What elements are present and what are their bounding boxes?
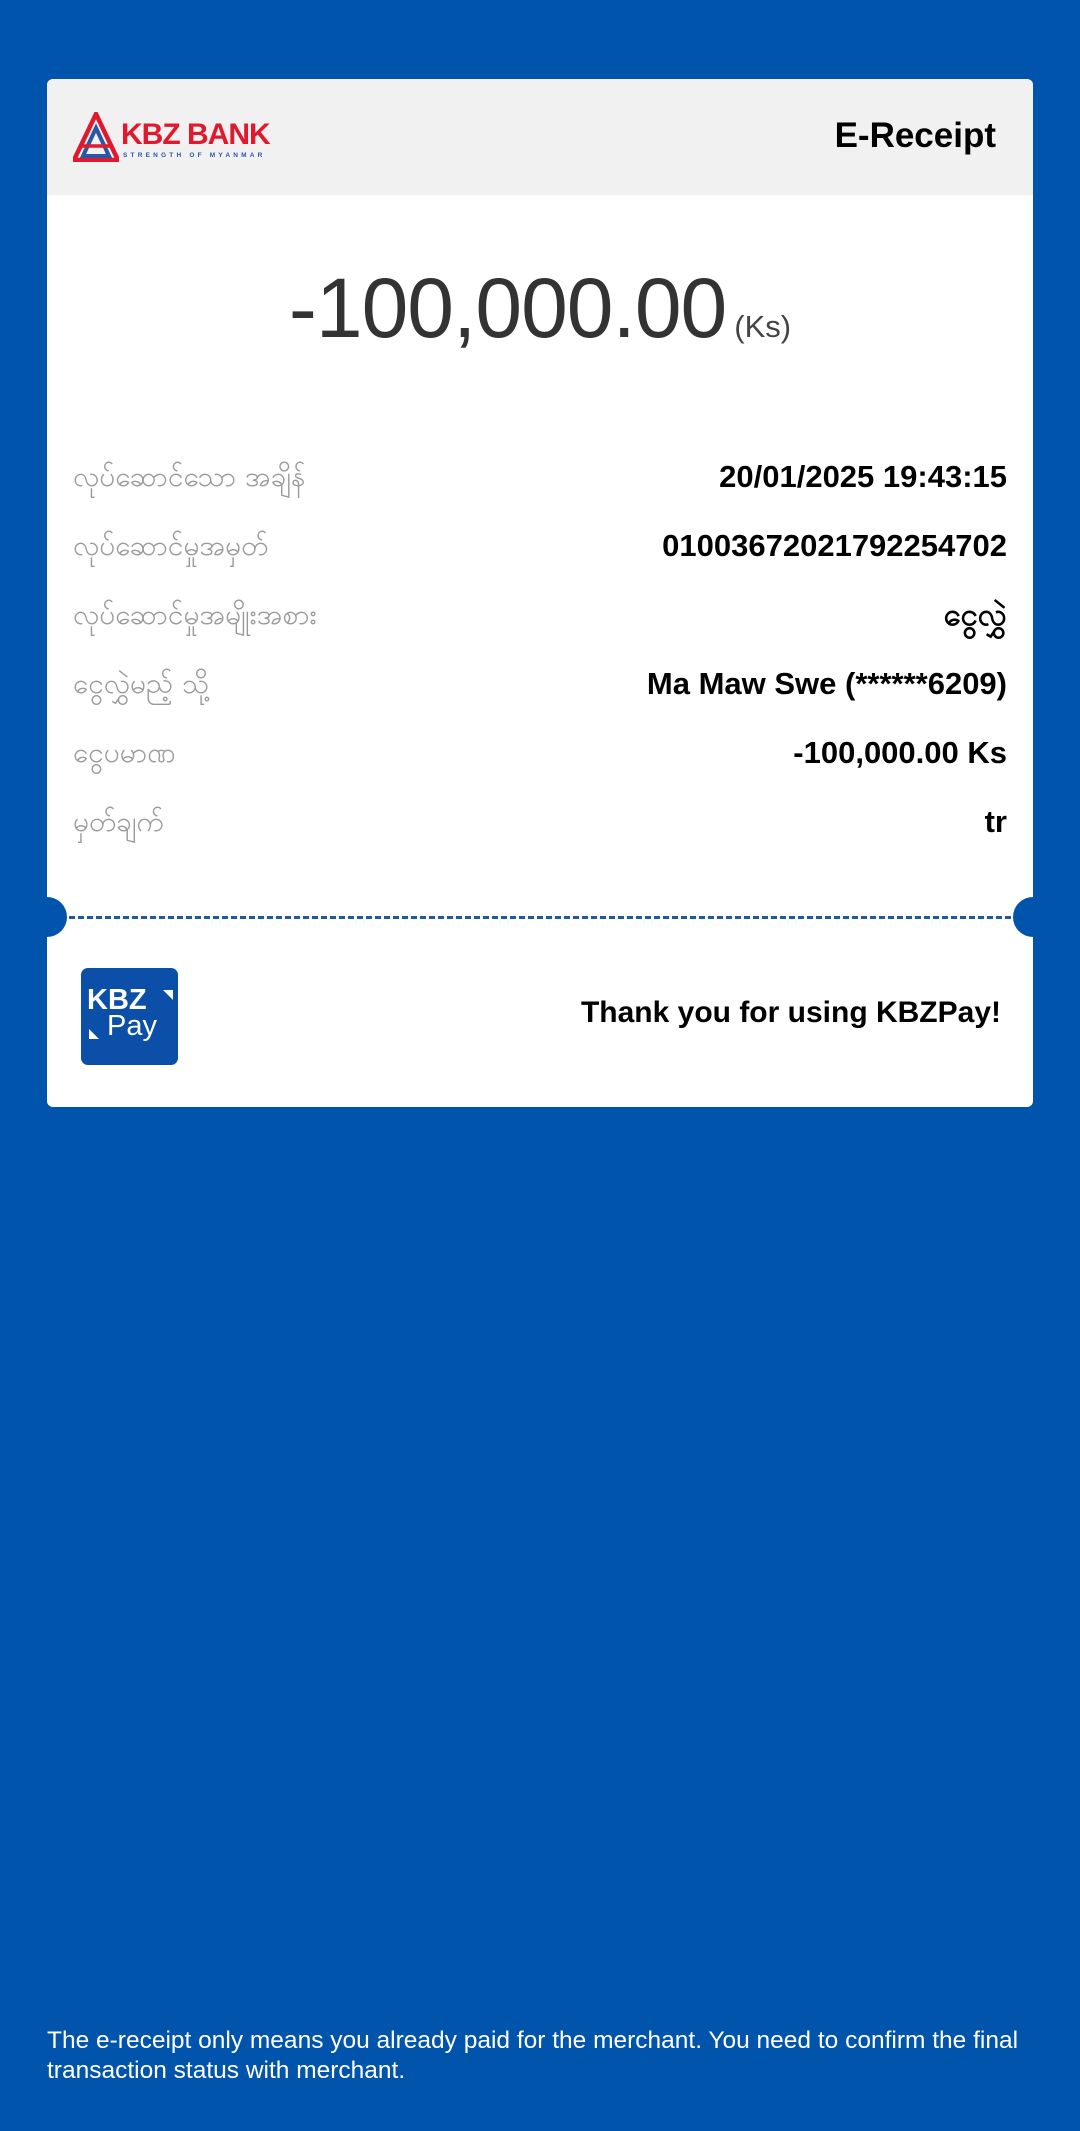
thank-you-message: Thank you for using KBZPay! — [580, 996, 1001, 1029]
receipt-card — [47, 79, 1033, 1107]
kbzpay-logo-icon — [81, 968, 178, 1065]
detail-label: မှတ်ချက် — [73, 805, 164, 838]
amount-value: -100,000.00 — [288, 261, 727, 355]
perforation-notch-left — [27, 897, 67, 937]
detail-value: 01003672021792254702 — [662, 528, 1007, 563]
bank-tagline: STRENGTH OF MYANMAR — [123, 152, 266, 159]
detail-row-transaction-type — [73, 595, 1007, 645]
kbzpay-corner-mark — [163, 990, 173, 1000]
detail-label: ငွေလွှဲမည့် သို့ — [73, 667, 210, 700]
kbzpay-logo-bottom-text: Pay — [107, 1010, 157, 1042]
detail-label: လုပ်ဆောင်မှုအမျိုးအစား — [73, 598, 317, 631]
detail-row-transaction-id — [73, 526, 1007, 576]
detail-label: လုပ်ဆောင်သော အချိန် — [73, 460, 306, 493]
amount-display — [47, 260, 1033, 357]
detail-row-transfer-to — [73, 664, 1007, 714]
detail-value: 20/01/2025 19:43:15 — [719, 459, 1007, 494]
kbz-bank-logo — [73, 112, 288, 164]
kbzpay-corner-mark — [89, 1029, 99, 1039]
detail-label: လုပ်ဆောင်မှုအမှတ် — [73, 529, 269, 562]
page-title: E-Receipt — [834, 116, 996, 155]
detail-row-notes — [73, 802, 1007, 852]
receipt-header — [47, 79, 1033, 195]
detail-row-amount — [73, 733, 1007, 783]
detail-value: ငွေလွှဲ — [943, 597, 1007, 632]
disclaimer-text: The e-receipt only means you already paid for the merchant. You need to confirm the final transaction status with merchant. — [47, 2027, 1019, 2084]
detail-value: tr — [984, 804, 1007, 839]
perforation-notch-right — [1013, 897, 1053, 937]
detail-row-transaction-time — [73, 457, 1007, 507]
bank-name: KBZ BANK — [121, 118, 270, 151]
kbzpay-logo-top-text: KBZ — [87, 984, 147, 1016]
detail-value: Ma Maw Swe (******6209) — [646, 666, 1007, 701]
detail-value: -100,000.00 Ks — [793, 735, 1007, 770]
perforation-divider — [69, 916, 1011, 919]
detail-label: ငွေပမာဏ — [73, 736, 176, 769]
kbz-triangle-logo-icon — [73, 112, 119, 162]
amount-unit: (Ks) — [734, 309, 792, 344]
